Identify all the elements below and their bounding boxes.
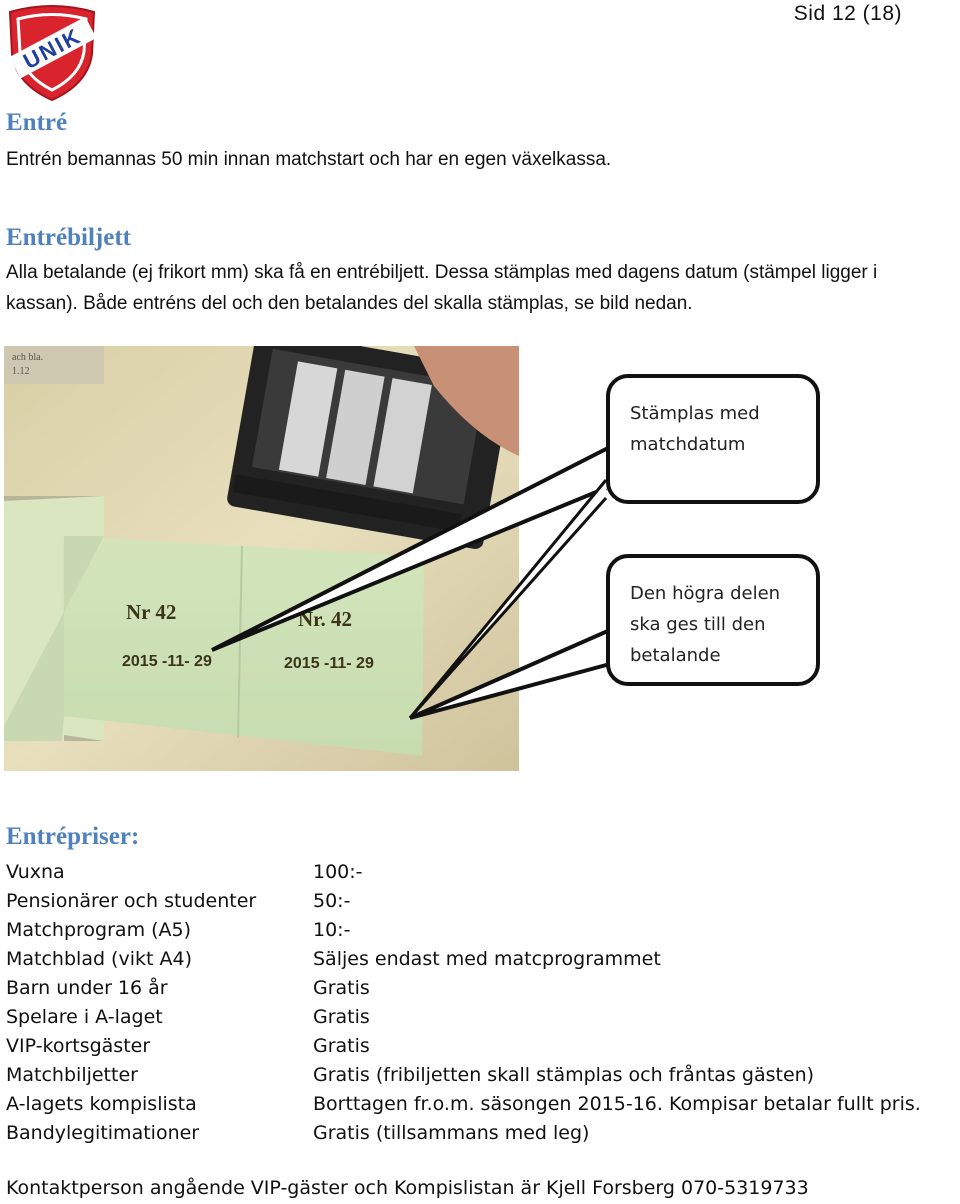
entrebiljett-line2: kassan). Både entréns del och den betalandes del skalla stämplas, se bild nedan. — [6, 293, 693, 314]
price-value: Gratis (fribiljetten skall stämplas och fråntas gästen) — [313, 1064, 815, 1086]
svg-text:UNIK: UNIK — [19, 22, 86, 74]
price-label: A-lagets kompislista — [6, 1093, 197, 1115]
price-value: 50:- — [313, 890, 351, 912]
svg-text:2015 -11- 29: 2015 -11- 29 — [122, 653, 212, 670]
price-value: Gratis — [313, 977, 370, 999]
price-label: Barn under 16 år — [6, 977, 168, 999]
callout-bottom-line2: ska ges till den — [630, 614, 766, 635]
price-label: Matchblad (vikt A4) — [6, 948, 192, 970]
section-title-prices: Entrépriser: — [6, 823, 140, 850]
contact-line: Kontaktperson angående VIP-gäster och Kompislistan är Kjell Forsberg 070-5319733 — [6, 1177, 809, 1199]
svg-text:Nr 42: Nr 42 — [126, 600, 177, 624]
price-value: 10:- — [313, 919, 351, 941]
price-label: Pensionärer och studenter — [6, 890, 257, 912]
price-label: Bandylegitimationer — [6, 1122, 200, 1144]
page-number: Sid 12 (18) — [793, 2, 902, 25]
price-value: Gratis — [313, 1035, 370, 1057]
section-title-entre: Entré — [6, 109, 68, 136]
price-value: Säljes endast med matcprogrammet — [313, 948, 661, 970]
callout-top-line1: Stämplas med — [630, 403, 760, 424]
svg-text:ach bla.: ach bla. — [12, 352, 44, 363]
price-label: Matchprogram (A5) — [6, 919, 192, 941]
price-label: Matchbiljetter — [6, 1064, 138, 1086]
svg-text:2015 -11- 29: 2015 -11- 29 — [284, 655, 374, 672]
callout-stamp-date — [606, 374, 820, 504]
price-value: 100:- — [313, 861, 363, 883]
svg-text:Nr. 42: Nr. 42 — [298, 607, 353, 631]
entre-text: Entrén bemannas 50 min innan matchstart och har en egen växelkassa. — [6, 149, 612, 170]
price-label: Vuxna — [6, 861, 65, 883]
svg-text:1.12: 1.12 — [12, 366, 30, 377]
callout-right-part — [606, 554, 820, 686]
price-value: Borttagen fr.o.m. säsongen 2015-16. Kompisar betalar fullt pris. — [313, 1093, 921, 1115]
price-label: Spelare i A-laget — [6, 1006, 163, 1028]
callout-bottom-line3: betalande — [630, 645, 721, 666]
price-label: VIP-kortsgäster — [6, 1035, 151, 1057]
price-value: Gratis — [313, 1006, 370, 1028]
callout-bottom-line1: Den högra delen — [630, 583, 781, 604]
callout-top-line2: matchdatum — [630, 434, 746, 455]
section-title-entrebiljett: Entrébiljett — [6, 224, 131, 251]
price-value: Gratis (tillsammans med leg) — [313, 1122, 590, 1144]
entrebiljett-line1: Alla betalande (ej frikort mm) ska få en entrébiljett. Dessa stämplas med dagens datum (stämpel ligger i — [6, 262, 878, 283]
